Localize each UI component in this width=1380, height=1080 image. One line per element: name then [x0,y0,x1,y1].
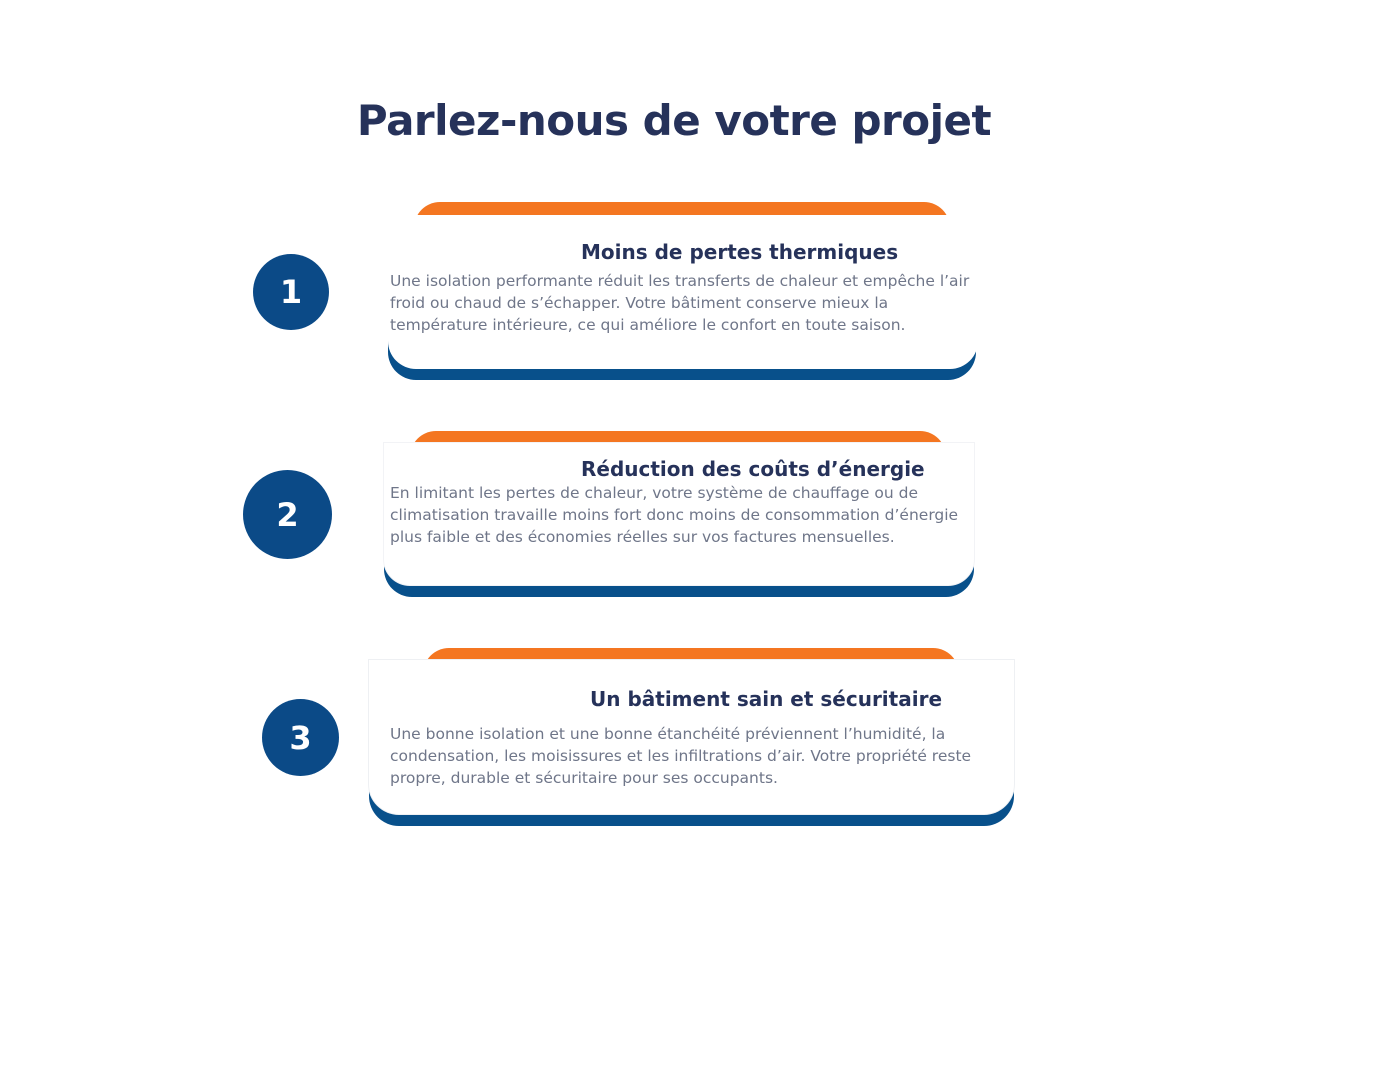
page-title: Parlez-nous de votre projet [356,96,992,145]
step-1-description: Une isolation performante réduit les transferts de chaleur et empêche l’air froid ou chaud de s’échapper. Votre bâtiment conserve mieux la température intérieure, ce qui améliore le confort en toute saison. [390,272,970,334]
step-1-card [388,202,978,382]
step-2-title: Réduction des coûts d’énergie [581,457,925,481]
step-2-description: En limitant les pertes de chaleur, votre système de chauffage ou de climatisation travaille moins fort donc moins de consommation d’énergie plus faible et des économies réelles sur vos factures mensuelles. [390,484,959,546]
step-1-number-badge: 1 [253,254,329,330]
step-1-title: Moins de pertes thermiques [581,240,899,264]
step-3-title: Un bâtiment sain et sécuritaire [590,687,943,711]
step-3-card [369,648,1015,828]
step-2-number-badge: 2 [243,470,332,559]
step-3-description: Une bonne isolation et une bonne étanchéité préviennent l’humidité, la condensation, les moisissures et les infiltrations d’air. Votre propriété reste propre, durable et sécuritaire pour ses occupants. [390,725,972,787]
step-2-card [384,431,976,599]
step-3-number-badge: 3 [262,699,339,776]
